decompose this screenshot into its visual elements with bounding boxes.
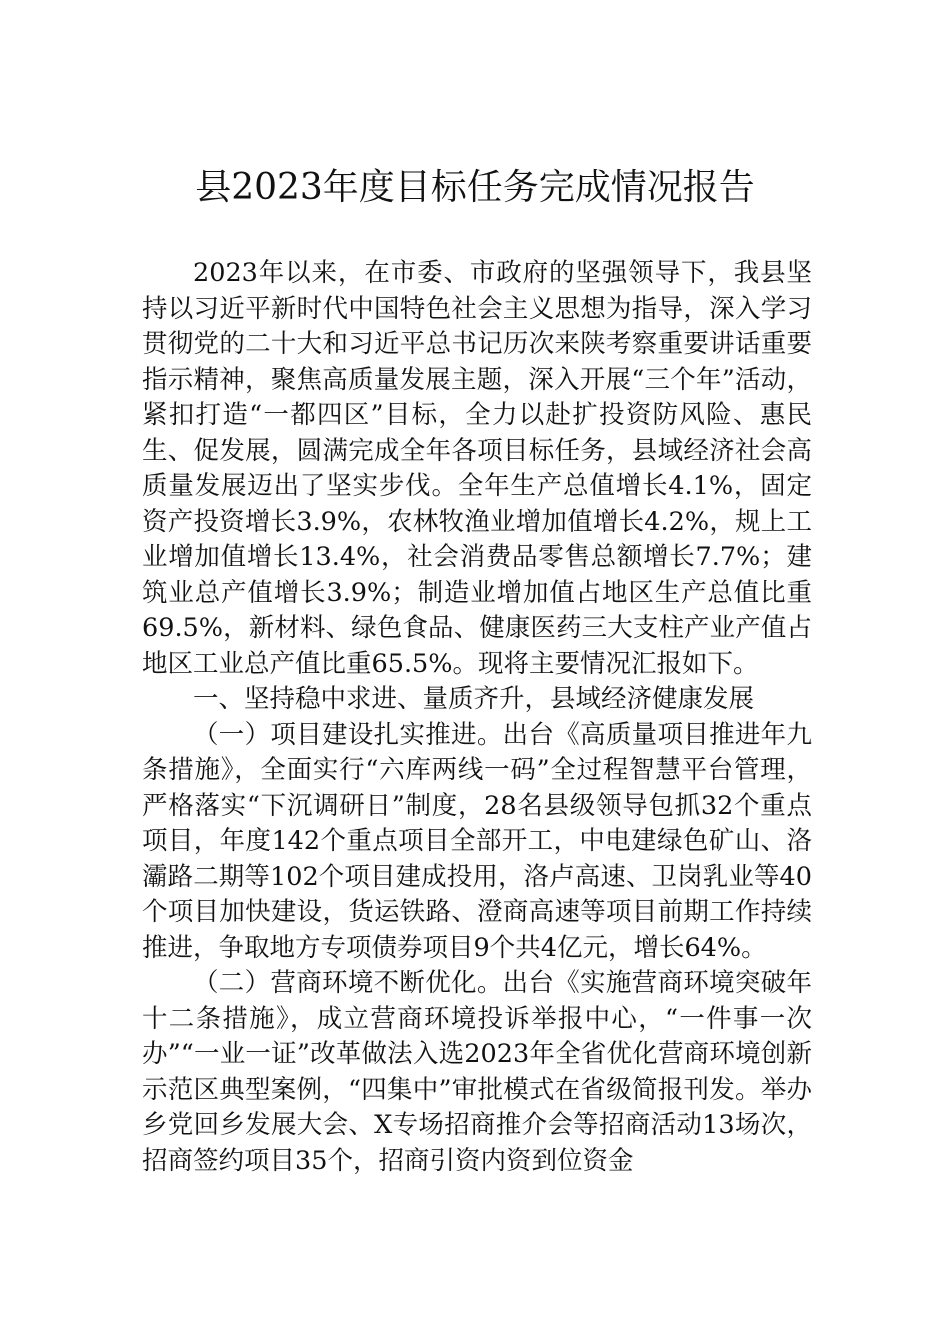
section-heading-1: 一、坚持稳中求进、量质齐升，县域经济健康发展 (193, 684, 755, 714)
intro-paragraph: 2023年以来，在市委、市政府的坚强领导下，我县坚持以习近平新时代中国特色社会主义思想为指导，深入学习贯彻党的二十大和习近平总书记历次来陕考察重要讲话重要指示精神，聚焦高质量发展主题，深入开展“三个年”活动，紧扣打造“一都四区”目标，全力以赴扩投资防风险、惠民生、促发展，圆满完成全年各项目标任务，县域经济社会高质量发展迈出了坚实步伐。全年生产总值增长4.1%，固定资产投资增长3.9%，农林牧渔业增加值增长4.2%，规上工业增加值增长13.4%，社会消费品零售总额增长7.7%；建筑业总产值增长3.9%；制造业增加值占地区生产总值比重69.5%，新材料、绿色食品、健康医药三大支柱产业产值占地区工业总产值比重65.5%。现将主要情况汇报如下。 (142, 258, 812, 679)
document-title: 县2023年度目标任务完成情况报告 (195, 167, 755, 208)
subsection-paragraph-1: （一）项目建设扎实推进。出台《高质量项目推进年九条措施》，全面实行“六库两线一码”全过程智慧平台管理，严格落实“下沉调研日”制度，28名县级领导包抓32个重点项目，年度142个重点项目全部开工，中电建绿色矿山、洛灞路二期等102个项目建成投用，洛卢高速、卫岗乳业等40个项目加快建设，货运铁路、澄商高速等项目前期工作持续推进，争取地方专项债券项目9个共4亿元，增长64%。 (142, 719, 812, 963)
document-body (142, 256, 812, 1179)
subsection-paragraph-2: （二）营商环境不断优化。出台《实施营商环境突破年十二条措施》，成立营商环境投诉举报中心，“一件事一次办”“一业一证”改革做法入选2023年全省优化营商环境创新示范区典型案例，“四集中”审批模式在省级简报刊发。举办乡党回乡发展大会、X专场招商推介会等招商活动13场次，招商签约项目35个，招商引资内资到位资金 (142, 968, 812, 1176)
